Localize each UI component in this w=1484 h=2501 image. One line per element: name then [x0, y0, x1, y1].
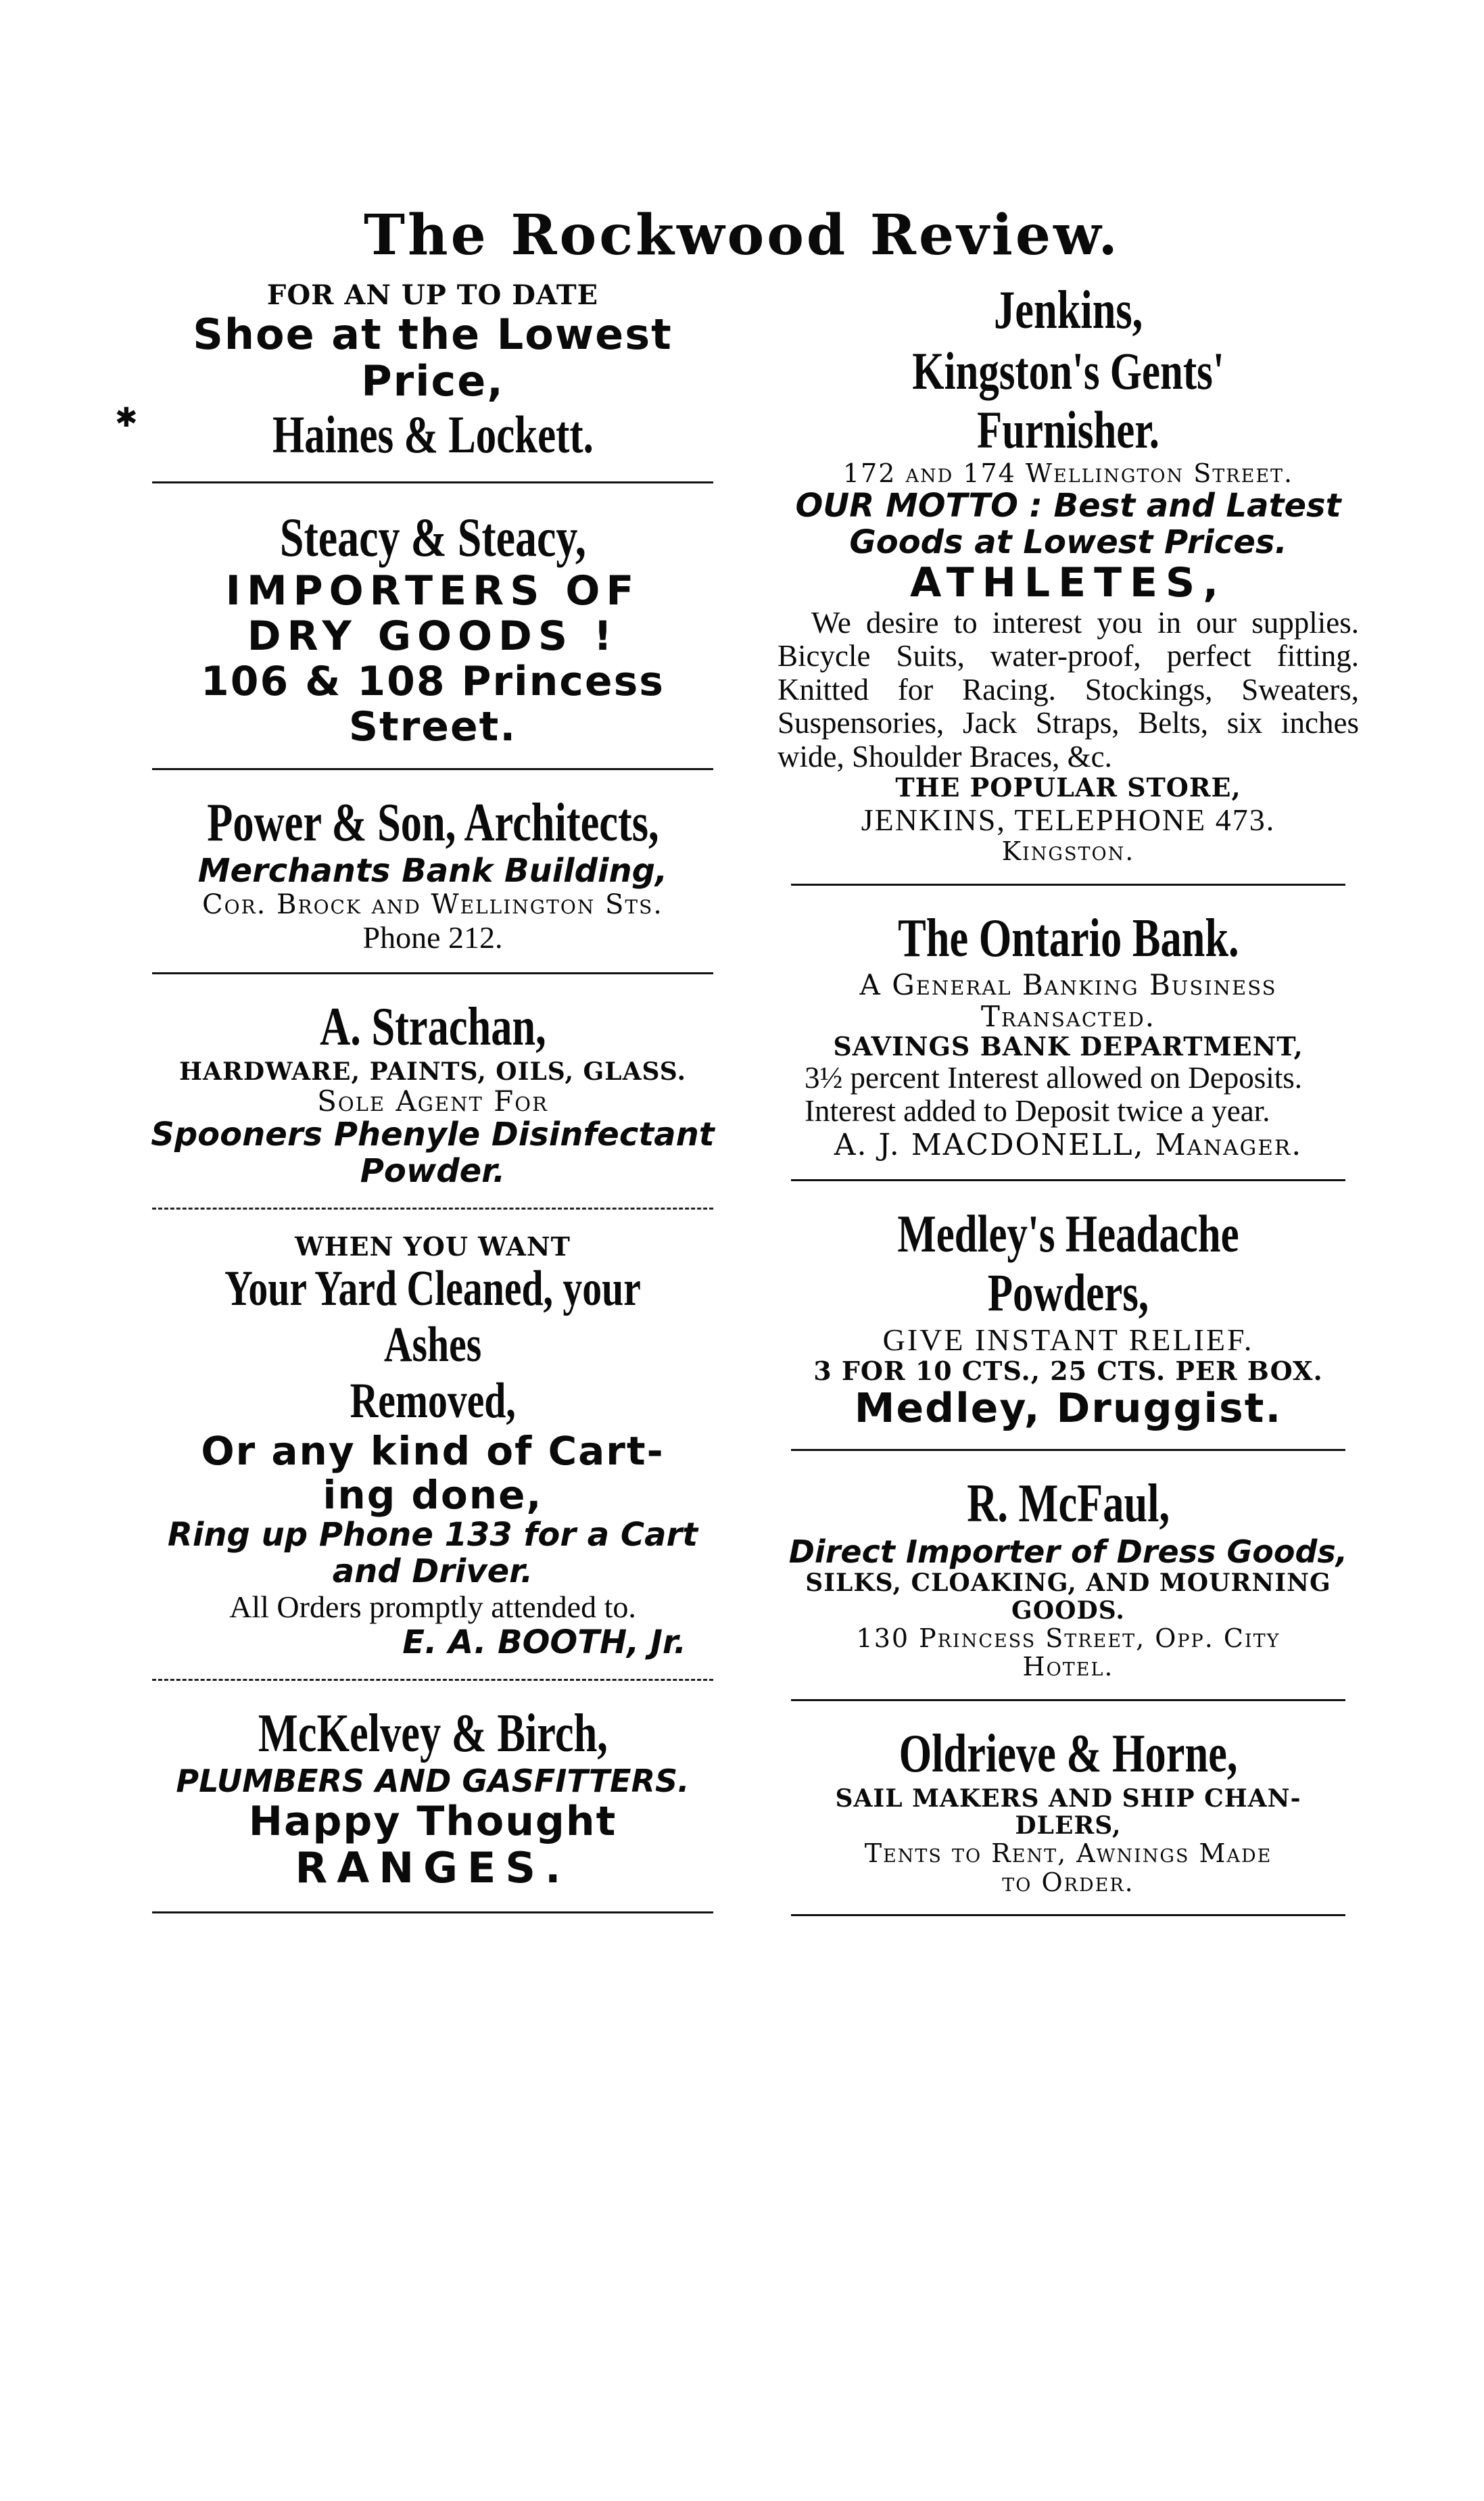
ad-line: ing done,: [322, 1471, 543, 1518]
divider: [791, 1179, 1345, 1181]
ad-line: 3 FOR 10 CTS., 25 CTS. PER BOX.: [813, 1356, 1323, 1387]
ad-strachan: [139, 997, 727, 1189]
right-column: [777, 281, 1359, 1939]
ad-line: JENKINS, TELEPHONE 473.: [861, 802, 1276, 837]
asterisk-icon: ✱: [115, 402, 138, 433]
ad-line: Spooners Phenyle Disinfectant: [151, 1116, 715, 1154]
ad-heading: Your Yard Cleaned, your Ashes: [224, 1261, 641, 1373]
ad-medley: [777, 1204, 1359, 1431]
ad-line: to Order.: [1002, 1867, 1134, 1897]
page-title: The Rockwood Review.: [364, 203, 1120, 268]
ad-line: Merchants Bank Building,: [197, 852, 668, 890]
ad-line: Powder.: [360, 1151, 506, 1190]
ad-heading: Kingston's Gents' Furnisher.: [912, 341, 1224, 459]
ad-line: 130 Princess Street, Opp. City: [856, 1623, 1280, 1653]
ad-line: ATHLETES,: [909, 559, 1227, 607]
ad-heading: Steacy & Steacy,: [279, 506, 586, 569]
ad-oldrieve-horne: [777, 1724, 1359, 1897]
divider: [791, 1449, 1345, 1451]
ad-line: Tents to Rent, Awnings Made: [864, 1838, 1272, 1869]
ad-line: FOR AN UP TO DATE: [266, 279, 599, 311]
ad-line: Price,: [361, 356, 504, 406]
ad-line: A General Banking Business: [859, 968, 1277, 1002]
divider: [152, 972, 713, 974]
ad-line: Kingston.: [1001, 836, 1135, 867]
divider: [152, 1911, 713, 1913]
ad-line: Happy Thought: [248, 1797, 617, 1845]
ad-heading: Medley's Headache Powders,: [897, 1204, 1239, 1323]
divider: [152, 1679, 713, 1681]
ad-mcfaul: [777, 1474, 1359, 1682]
divider: [152, 481, 713, 483]
ad-body: Interest added to Deposit twice a year.: [805, 1094, 1270, 1128]
ad-heading: Power & Son, Architects,: [206, 792, 659, 853]
ad-line: HARDWARE, PAINTS, OILS, GLASS.: [179, 1057, 686, 1086]
ad-line: IMPORTERS OF: [225, 567, 640, 615]
ad-power-son: [139, 793, 727, 955]
ad-line: A. J. MACDONELL, Manager.: [834, 1127, 1303, 1162]
divider: [791, 1914, 1345, 1916]
ad-line: Medley, Druggist.: [854, 1384, 1283, 1432]
divider: [791, 1699, 1345, 1701]
ad-line: Transacted.: [980, 1000, 1156, 1034]
ad-heading: Oldrieve & Horne,: [899, 1723, 1238, 1784]
ad-line: DLERS,: [1015, 1811, 1122, 1840]
ad-signature: E. A. BOOTH, Jr.: [402, 1623, 686, 1661]
ad-line: All Orders promptly attended to.: [229, 1590, 636, 1625]
ad-jenkins: [777, 281, 1359, 866]
ad-heading: Haines & Lockett.: [272, 404, 594, 464]
ad-line: and Driver.: [332, 1552, 533, 1590]
ad-line: Street.: [348, 703, 517, 751]
ad-line: Direct Importer of Dress Goods,: [788, 1533, 1348, 1570]
divider: [152, 1208, 713, 1210]
ad-line: Hotel.: [1022, 1652, 1114, 1682]
ad-line: GOODS.: [1011, 1596, 1125, 1625]
ad-body: 3½ percent Interest allowed on Deposits.: [805, 1060, 1303, 1095]
ad-line: SAVINGS BANK DEPARTMENT,: [833, 1031, 1303, 1062]
ad-line: Goods at Lowest Prices.: [849, 523, 1287, 561]
ad-mckelvey-birch: [139, 1704, 727, 1892]
ad-line: Sole Agent For: [317, 1085, 548, 1118]
ad-line: THE POPULAR STORE,: [895, 772, 1241, 803]
ad-body: We desire to interest you in our supplies. Bicycle Suits, water-proof, perfect fitting. Knitted for Racing. Stockings, Sweaters, Suspensories, Jack Straps, Belts, six inches wide, Shoulder Braces, &c.: [777, 605, 1359, 773]
ad-line: SILKS, CLOAKING, AND MOURNING: [805, 1569, 1331, 1598]
ad-line: SAIL MAKERS AND SHIP CHAN-: [835, 1784, 1301, 1813]
ad-line: 106 & 108 Princess: [200, 658, 665, 706]
ad-line: RANGES.: [295, 1842, 571, 1892]
ad-steacy: [139, 506, 727, 751]
ad-heading: R. McFaul,: [967, 1474, 1170, 1534]
ad-line: WHEN YOU WANT: [295, 1231, 571, 1262]
ad-line: Phone 212.: [362, 920, 503, 955]
ad-line: 172 and 174 Wellington Street.: [842, 458, 1294, 489]
ad-line: PLUMBERS AND GASFITTERS.: [176, 1763, 690, 1800]
ad-heading: Removed,: [350, 1373, 516, 1429]
divider: [791, 884, 1345, 886]
ad-line: OUR MOTTO : Best and Latest: [795, 486, 1341, 525]
ad-heading: The Ontario Bank.: [897, 908, 1239, 968]
ad-line: Shoe at the Lowest: [193, 309, 673, 359]
ad-heading: McKelvey & Birch,: [258, 1703, 608, 1763]
divider: [152, 768, 713, 770]
ad-line: Ring up Phone 133 for a Cart: [167, 1515, 698, 1554]
ad-line: DRY GOODS !: [247, 613, 619, 661]
left-column: [139, 281, 727, 1936]
ad-haines-lockett: [139, 281, 727, 464]
ad-heading: Jenkins,: [993, 281, 1143, 340]
ad-heading: A. Strachan,: [319, 997, 546, 1057]
ad-line: Or any kind of Cart-: [201, 1427, 665, 1474]
ad-line: Cor. Brock and Wellington Sts.: [202, 888, 663, 920]
ad-booth: [139, 1233, 727, 1661]
ad-line: GIVE INSTANT RELIEF.: [882, 1322, 1254, 1357]
ad-ontario-bank: [777, 909, 1359, 1162]
